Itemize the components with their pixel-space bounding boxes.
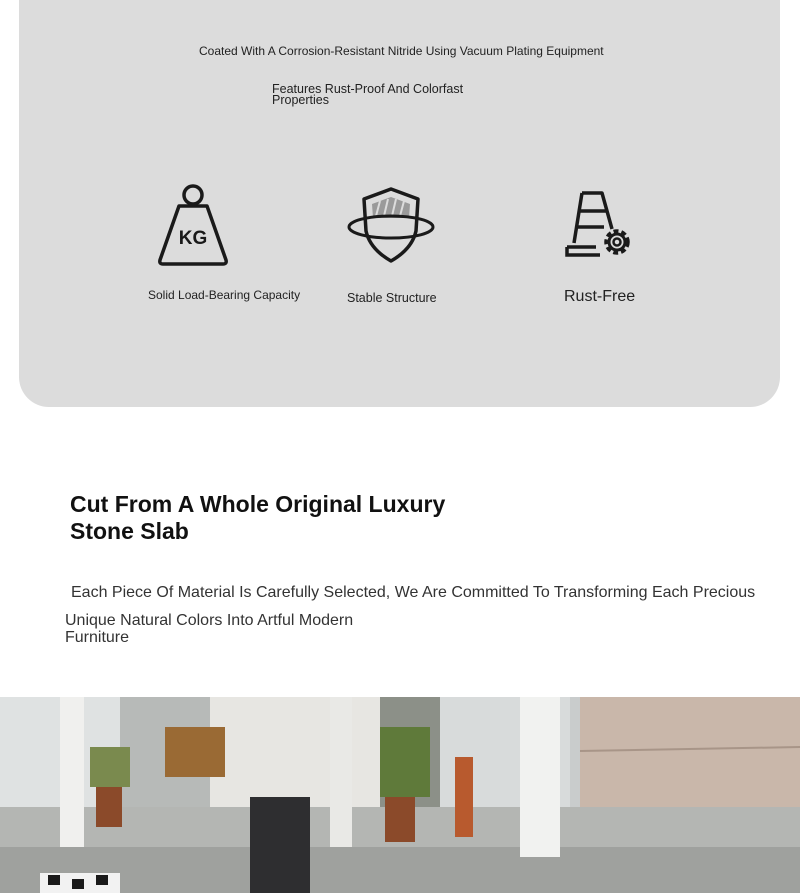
feature-load-bearing xyxy=(140,180,320,310)
section-description-line2: Unique Natural Colors Into Artful Modern Furniture xyxy=(65,612,354,646)
showroom-photo xyxy=(0,697,800,893)
feature-label-stable: Stable Structure xyxy=(347,291,437,305)
feature-label-rust-free: Rust-Free xyxy=(564,288,636,305)
section-description-line1: Each Piece Of Material Is Carefully Selected, We Are Committed To Transforming Each Precious xyxy=(71,584,756,601)
feature-stable-structure xyxy=(330,180,470,310)
feature-rust-free xyxy=(555,180,665,310)
weight-kg-icon xyxy=(154,182,232,268)
shield-structure-icon xyxy=(346,185,436,265)
cone-gear-icon xyxy=(564,189,636,261)
section-heading: Cut From A Whole Original Luxury Stone Slab xyxy=(70,491,446,544)
showroom-photo-illustration xyxy=(0,697,800,893)
weight-kg-text: KG xyxy=(178,228,208,249)
coating-description: Coated With A Corrosion-Resistant Nitride Using Vacuum Plating Equipment xyxy=(199,44,604,58)
rust-proof-description: Features Rust-Proof And Colorfast Properties xyxy=(272,82,464,107)
feature-label-load: Solid Load-Bearing Capacity xyxy=(148,288,301,302)
